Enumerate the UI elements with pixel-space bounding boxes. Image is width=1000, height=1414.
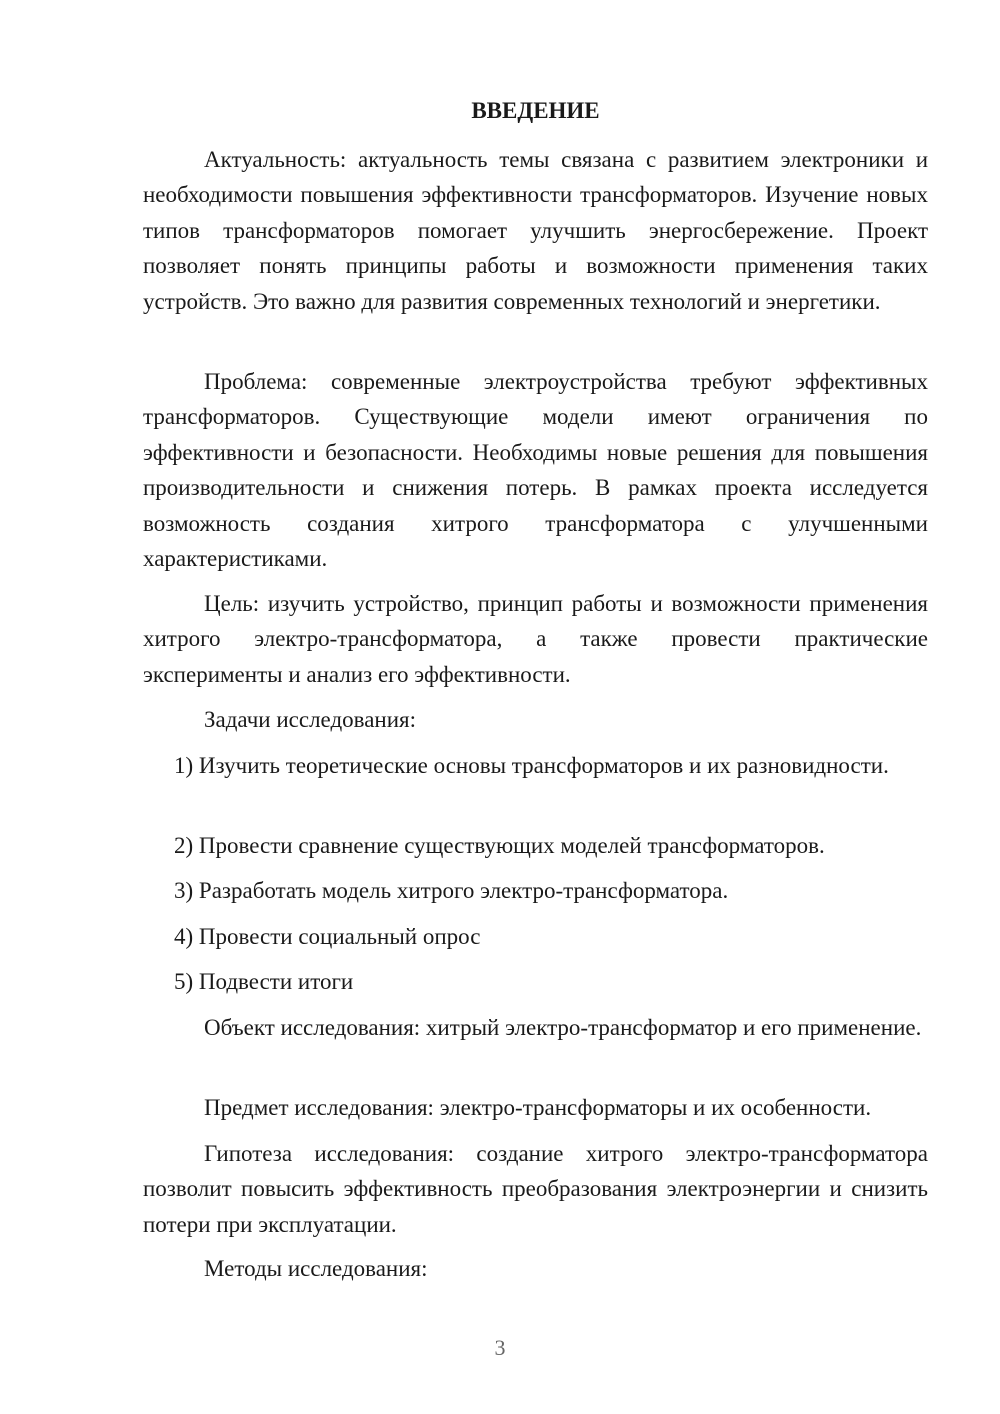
section-title: ВВЕДЕНИЕ	[471, 98, 600, 123]
paragraph-goal: Цель: изучить устройство, принцип работы и возможности применения хитрого электро-трансформатора, а также провести практические эксперименты и анализ его эффективности.	[143, 591, 928, 687]
paragraph-object: Объект исследования: хитрый электро-трансформатор и его применение.	[204, 1015, 922, 1040]
paragraph-subject: Предмет исследования: электро-трансформаторы и их особенности.	[204, 1095, 872, 1120]
paragraph-methods: Методы исследования:	[204, 1256, 428, 1281]
paragraph-relevance: Актуальность: актуальность темы связана с развитием электроники и необходимости повышения эффективности трансформаторов. Изучение новых типов трансформаторов помогает улучшить энергосбережение. Проект позволяет понять принципы работы и возможности применения таких устройств. Это важно для развития современных технологий и энергетики.	[143, 147, 928, 314]
task-item-1: 1) Изучить теоретические основы трансформаторов и их разновидности.	[174, 753, 889, 778]
paragraph-tasks-heading: Задачи исследования:	[204, 707, 417, 732]
paragraph-hypothesis: Гипотеза исследования: создание хитрого электро-трансформатора позволит повысить эффективность преобразования электроэнергии и снизить потери при эксплуатации.	[143, 1141, 928, 1237]
task-item-3: 3) Разработать модель хитрого электро-трансформатора.	[174, 878, 729, 903]
task-item-5: 5) Подвести итоги	[174, 969, 354, 994]
paragraph-problem: Проблема: современные электроустройства требуют эффективных трансформаторов. Существующие модели имеют ограничения по эффективности и безопасности. Необходимы новые решения для повышения производительности и снижения потерь. В рамках проекта исследуется возможность создания хитрого трансформатора с улучшенными характеристиками.	[143, 369, 928, 572]
page-number: 3	[494, 1335, 506, 1360]
task-item-2: 2) Провести сравнение существующих моделей трансформаторов.	[174, 833, 825, 858]
task-item-4: 4) Провести социальный опрос	[174, 924, 481, 949]
